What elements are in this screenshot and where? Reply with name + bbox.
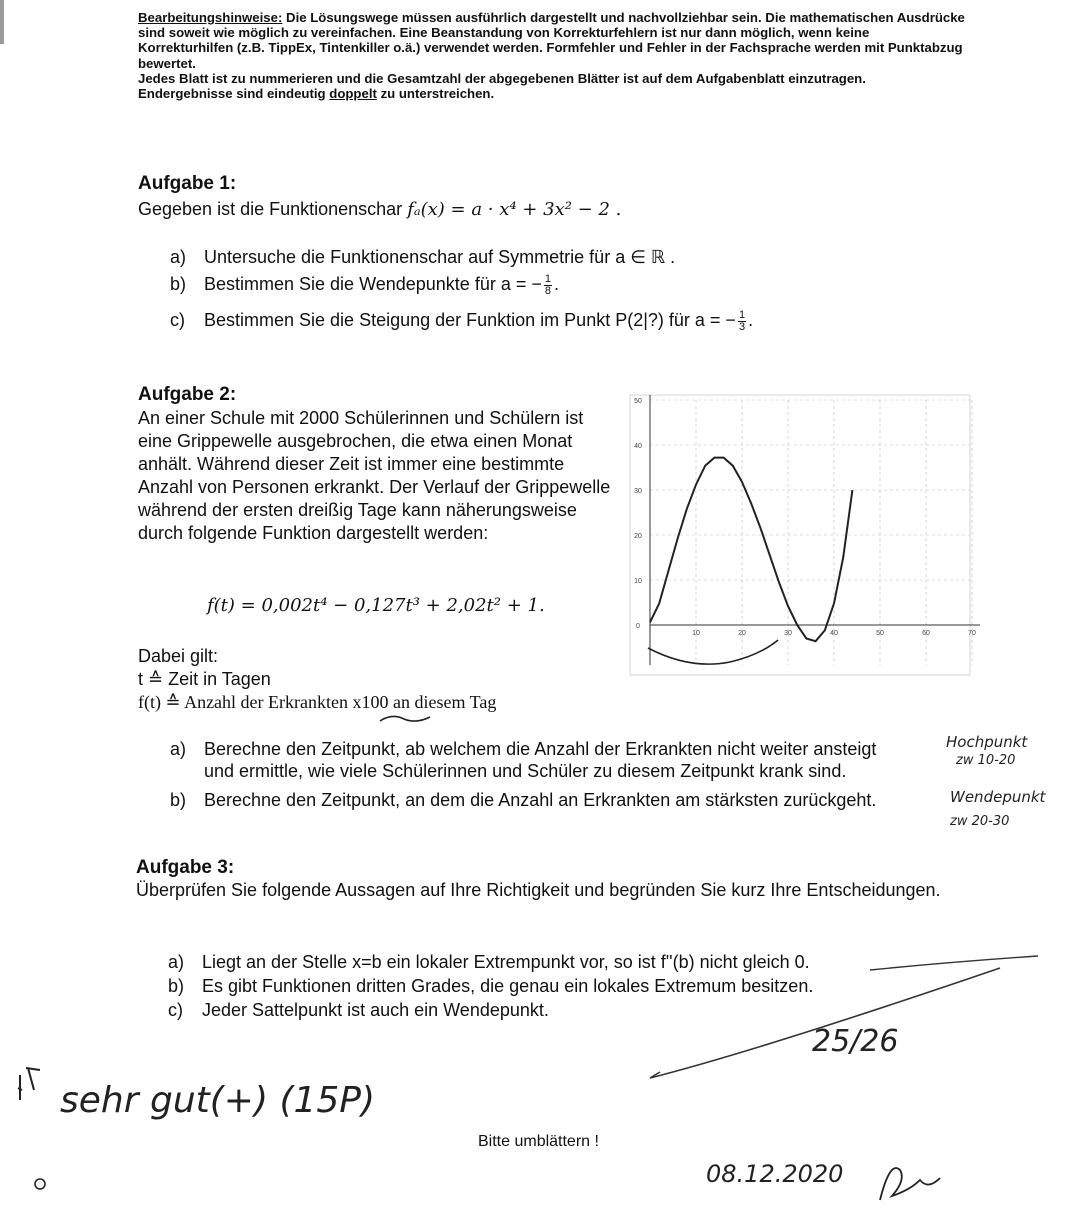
note-hochpunkt: Hochpunkt [946, 733, 1028, 751]
signature-mark [870, 1150, 950, 1210]
task2-paragraph: An einer Schule mit 2000 Schülerinnen und Schülern ist eine Grippewelle ausgebrochen, die etwa einen Monat anhält. Während dieser Zeit ist immer eine bestimmte Anzahl von Personen erkrankt. Der Verlauf der Grippewelle während der ersten dreißig Tage kann näherungsweise durch folgende Funktion dargestellt werden: [138, 408, 611, 543]
task1-c-label: c) [170, 310, 185, 330]
turn-over-note: Bitte umblättern ! [478, 1133, 599, 1150]
task1-item-c: c) Bestimmen Sie die Steigung der Funktion im Punkt P(2|?) für a = − $\frac{1}{3}$ . [170, 308, 754, 333]
instructions-final-pre: Endergebnisse sind eindeutig [138, 86, 326, 102]
chart-ytick-label: 10 [634, 578, 642, 585]
task2-f-definition: f(t) ≙ Anzahl der Erkrankten x100 an diesem Tag [138, 692, 497, 712]
instructions-text: Die Lösungswege müssen ausführlich dargestellt und nachvollziehbar sein. Die mathematischen Ausdrücke sind soweit wie möglich zu vereinfachen. Eine Beanstandung von Korrekturfehlern ist nur dann möglich, wenn keine Korrekturhilfen (z.B. TippEx, Tintenkiller o.ä.) verwendet werden. Formfehler und Fehler in der Fachsprache werden mit Punktabzug bewertet. [138, 10, 965, 71]
task2-formula: f(t) = 0,002t⁴ − 0,127t³ + 2,02t² + 1. [207, 595, 545, 616]
chart-xtick-label: 50 [876, 630, 884, 637]
task2-b-line: Berechne den Zeitpunkt, an dem die Anzahl an Erkrankten am stärksten zurückgeht. [204, 790, 877, 810]
task1-intro-line [138, 198, 621, 221]
task2-t-definition: t ≙ Zeit in Tagen [138, 669, 271, 689]
chart-xtick-label: 10 [692, 630, 700, 637]
task1-c-num: 1 [738, 308, 746, 321]
chart-ytick-label: 40 [634, 443, 642, 450]
task3-b-label: b) [168, 976, 185, 996]
task1-a-label: a) [170, 247, 187, 267]
page-edge-mark [0, 0, 4, 44]
task1-title: Aufgabe 1: [138, 173, 237, 194]
handwritten-underline [378, 713, 434, 725]
task3-c-label: c) [168, 1000, 183, 1020]
chart-handwritten-stroke [648, 640, 778, 664]
chart-ytick-label: 20 [634, 533, 642, 540]
task3-title: Aufgabe 3: [136, 857, 235, 878]
note-wendepunkt: Wendepunkt [950, 788, 1046, 806]
task1-b-fraction [544, 274, 552, 297]
task1-b-den: 8 [544, 284, 551, 297]
task2-item-a [170, 738, 876, 782]
chart-ytick-label: 0 [636, 623, 640, 630]
task3-a-text: Liegt an der Stelle x=b ein lokaler Extrempunkt vor, so ist f''(b) nicht gleich 0. [202, 952, 810, 972]
chart-xtick-label: 70 [968, 630, 976, 637]
task1-formula: fₐ(x) = a · x⁴ + 3x² − 2 . [407, 199, 622, 220]
instructions-numbering: Jedes Blatt ist zu nummerieren und die Gesamtzahl der abgegebenen Blätter ist auf dem Aufgabenblatt einzutragen. [138, 70, 866, 86]
task2-a-line1: Berechne den Zeitpunkt, ab welchem die Anzahl der Erkrankten nicht weiter ansteigt [204, 739, 877, 759]
task3-c-text: Jeder Sattelpunkt ist auch ein Wendepunkt. [202, 1000, 549, 1020]
task2-title: Aufgabe 2: [138, 384, 237, 405]
task2-given: Dabei gilt: [138, 646, 219, 666]
instructions-title: Bearbeitungshinweise: [138, 10, 283, 25]
handwritten-comment: sehr gut(+) (15P) [60, 1080, 376, 1121]
chart-xtick-label: 20 [738, 630, 746, 637]
task1-c-den: 3 [738, 320, 746, 333]
task3-b-text: Es gibt Funktionen dritten Grades, die genau ein lokales Extremum besitzen. [202, 976, 814, 996]
task1-c-fraction [738, 310, 746, 333]
task2-a-line2: und ermittle, wie viele Schülerinnen und Schüler zu diesem Zeitpunkt krank sind. [204, 761, 847, 781]
task1-b-num: 1 [544, 272, 551, 285]
task3-a-label: a) [168, 952, 185, 972]
chart-xtick-label: 60 [922, 630, 930, 637]
task1-item-a [170, 246, 675, 268]
chart-ticks [634, 398, 976, 637]
chart-curve [650, 458, 852, 642]
instructions-final-post: zu unterstreichen. [380, 86, 495, 102]
task2-definitions [138, 645, 496, 714]
handwritten-score: 25/26 [812, 1024, 899, 1059]
chart-ytick-label: 50 [634, 398, 642, 405]
chart-xtick-label: 40 [830, 630, 838, 637]
task1-a-text: Untersuche die Funktionenschar auf Symmetrie für a ∈ ℝ . [204, 247, 676, 267]
task2-a-label: a) [170, 739, 187, 759]
instructions-final-underlined: doppelt [329, 86, 377, 102]
task1-item-b: b) Bestimmen Sie die Wendepunkte für a = − $\frac{1}{8}$ . [170, 272, 560, 297]
task3-intro: Überprüfen Sie folgende Aussagen auf Ihre Richtigkeit und begründen Sie kurz Ihre Entscheidungen. [136, 880, 941, 900]
chart-xtick-label: 30 [784, 630, 792, 637]
task1-b-text: Bestimmen Sie die Wendepunkte für a = − [204, 274, 542, 294]
task1-c-text: Bestimmen Sie die Steigung der Funktion im Punkt P(2|?) für a = − [204, 310, 736, 330]
note-hochpunkt-range: zw 10-20 [956, 753, 1016, 768]
task2-b-label: b) [170, 790, 187, 810]
task1-intro: Gegeben ist die Funktionenschar [138, 199, 403, 219]
handwritten-date: 08.12.2020 [706, 1160, 844, 1188]
flu-chart [620, 380, 976, 680]
instructions-block [138, 10, 968, 101]
task2-item-b [170, 789, 876, 811]
task1-b-label: b) [170, 274, 187, 294]
note-wendepunkt-range: zw 20-30 [950, 814, 1010, 829]
chart-ytick-label: 30 [634, 488, 642, 495]
